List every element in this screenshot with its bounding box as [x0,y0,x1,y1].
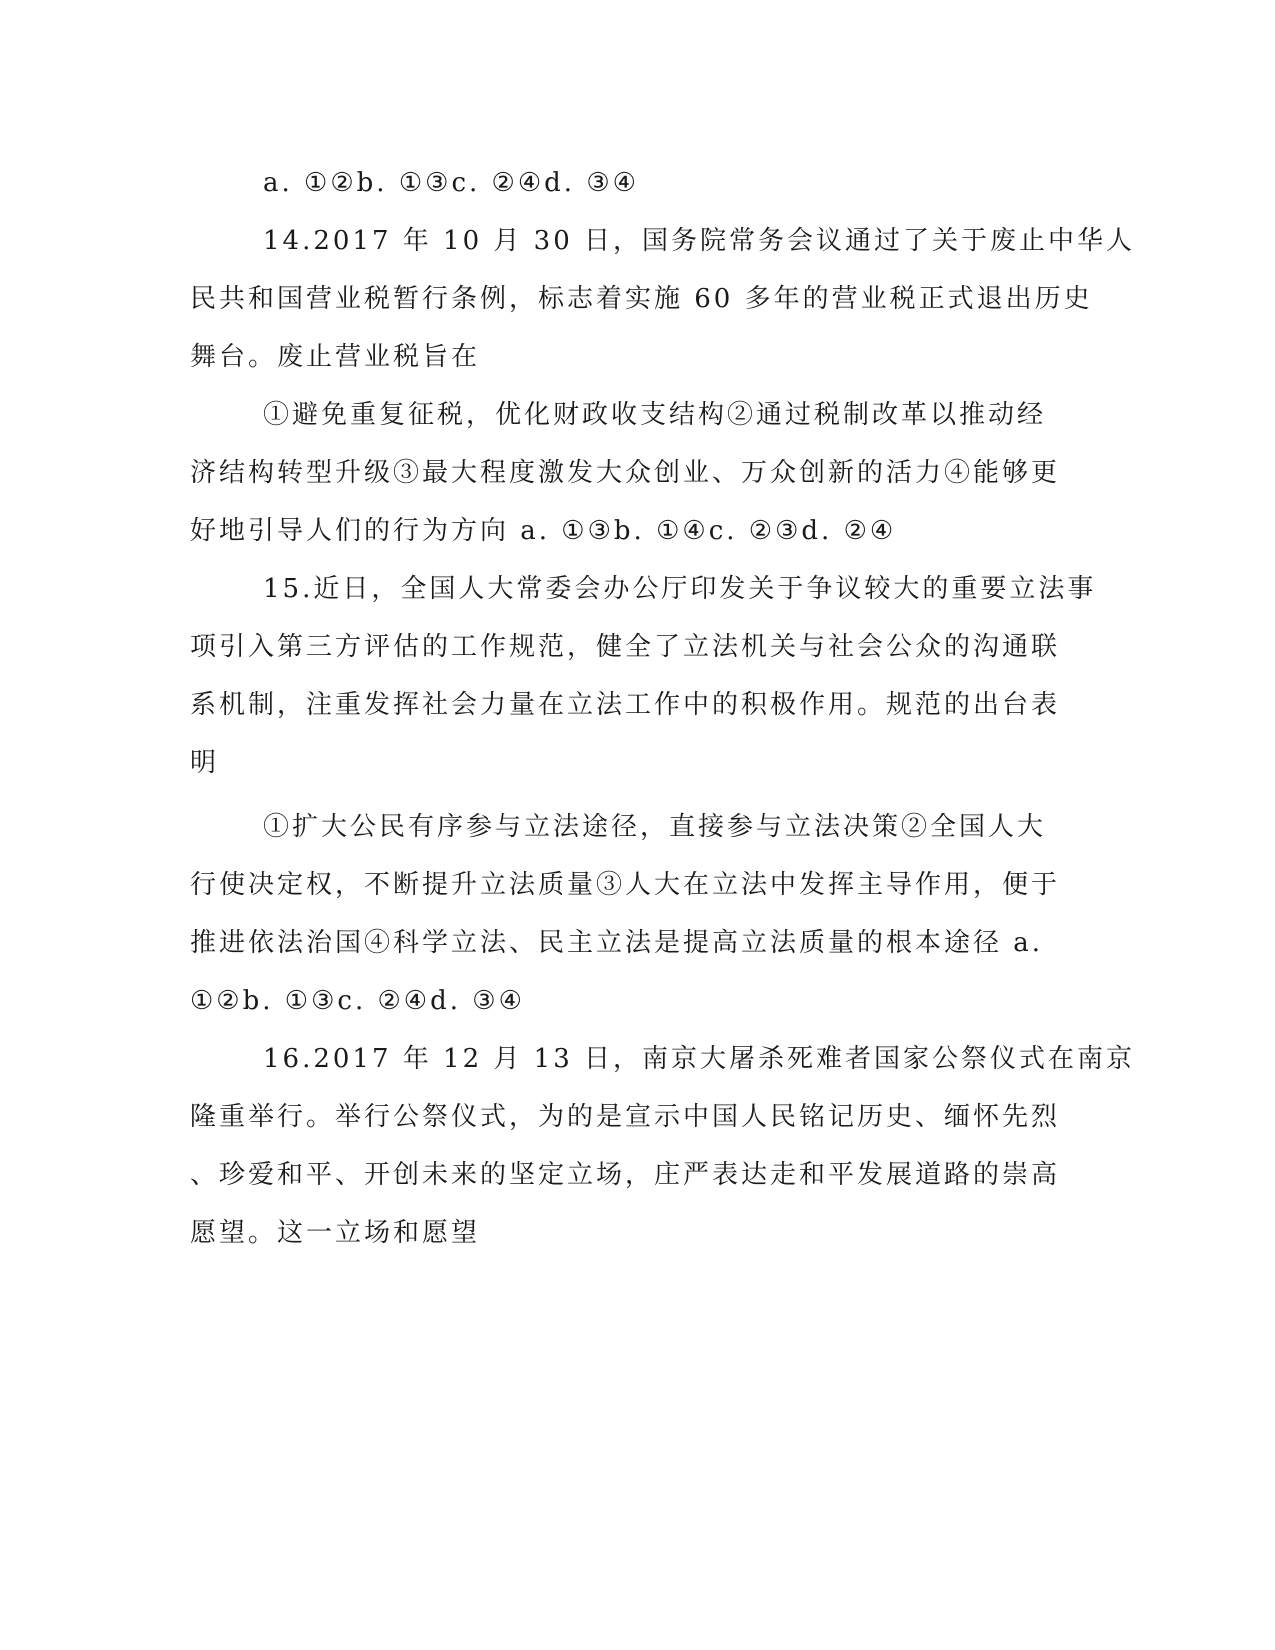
q16-stem-line-1: 16.2017 年 12 月 13 日，南京大屠杀死难者国家公祭仪式在南京 [263,1044,1136,1074]
q16-stem-line-3: 、珍爱和平、开创未来的坚定立场，庄严表达走和平发展道路的崇高 [190,1160,1061,1190]
q14-stem-line-1: 14.2017 年 10 月 30 日，国务院常务会议通过了关于废止中华人 [263,226,1136,256]
q14-stem-line-3: 舞台。废止营业税旨在 [190,342,481,372]
q16-stem-line-4: 愿望。这一立场和愿望 [190,1218,481,1248]
q15-choice-line-2: 行使决定权，不断提升立法质量③人大在立法中发挥主导作用，便于 [190,870,1061,900]
q15-stem-line-3: 系机制，注重发挥社会力量在立法工作中的积极作用。规范的出台表 [190,690,1061,720]
q16-stem-line-2: 隆重举行。举行公祭仪式，为的是宣示中国人民铭记历史、缅怀先烈 [190,1102,1061,1132]
q15-stem-line-2: 项引入第三方评估的工作规范，健全了立法机关与社会公众的沟通联 [190,632,1061,662]
q15-choice-line-3: 推进依法治国④科学立法、民主立法是提高立法质量的根本途径 a. [190,928,1044,958]
q14-choice-line-1: ①避免重复征税，优化财政收支结构②通过税制改革以推动经 [263,400,1047,430]
q13-options: a. ①②b. ①③c. ②④d. ③④ [263,168,639,198]
q14-choice-line-2: 济结构转型升级③最大程度激发大众创业、万众创新的活力④能够更 [190,458,1061,488]
q14-choice-line-3: 好地引导人们的行为方向 a. ①③b. ①④c. ②③d. ②④ [190,516,897,546]
q15-choice-line-4: ①②b. ①③c. ②④d. ③④ [190,986,525,1016]
q14-stem-line-2: 民共和国营业税暂行条例，标志着实施 60 多年的营业税正式退出历史 [190,284,1093,314]
q15-stem-line-4: 明 [190,748,220,778]
q15-choice-line-1: ①扩大公民有序参与立法途径，直接参与立法决策②全国人大 [263,812,1047,842]
q15-stem-line-1: 15.近日，全国人大常委会办公厅印发关于争议较大的重要立法事 [263,574,1097,604]
